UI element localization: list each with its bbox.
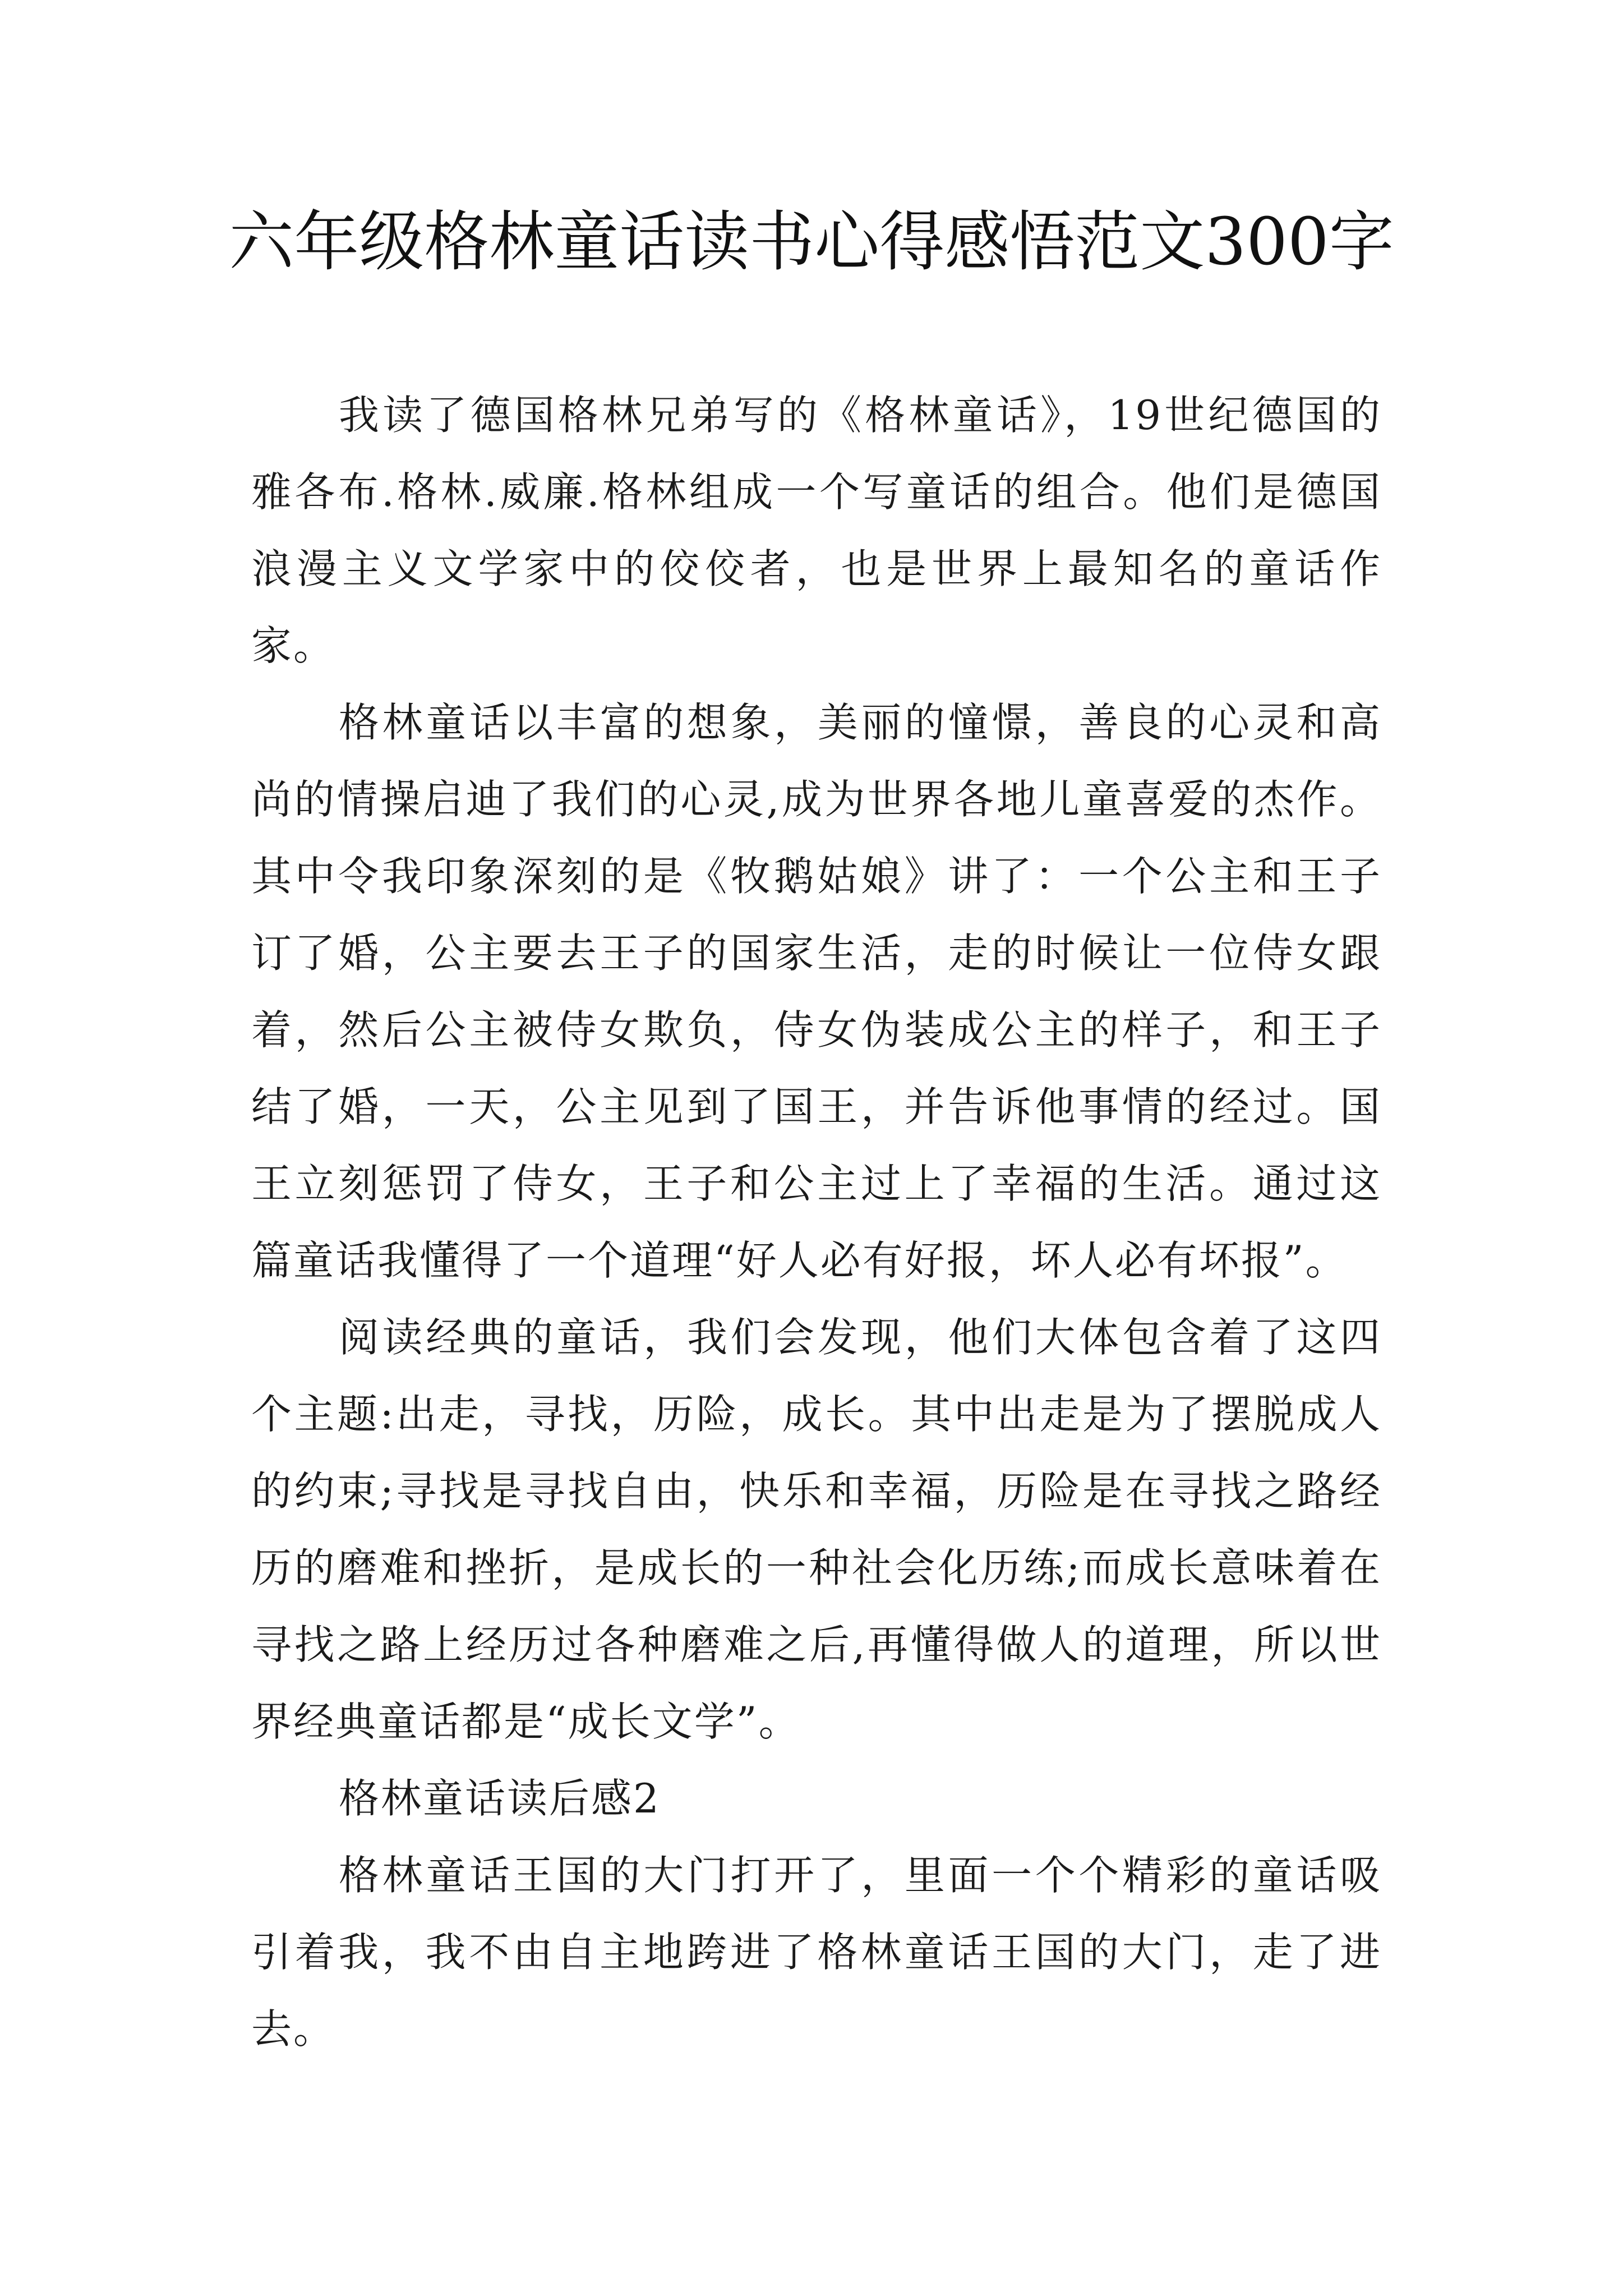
- document-body: [251, 377, 1382, 2068]
- paragraph-3: 阅读经典的童话，我们会发现，他们大体包含着了这四个主题:出走，寻找，历险，成长。其中出走是为了摆脱成人的约束;寻找是寻找自由，快乐和幸福，历险是在寻找之路经历的磨难和挫折，是成长的一种社会化历练;而成长意味着在寻找之路上经历过各种磨难之后,再懂得做人的道理，所以世界经典童话都是“成长文学”。: [251, 1314, 1382, 1745]
- document-title: 六年级格林童话读书心得感悟范文300字: [229, 204, 1394, 280]
- paragraph-2: 格林童话以丰富的想象，美丽的憧憬，善良的心灵和高尚的情操启迪了我们的心灵,成为世界各地儿童喜爱的杰作。其中令我印象深刻的是《牧鹅姑娘》讲了：一个公主和王子订了婚，公主要去王子的国家生活，走的时候让一位侍女跟着，然后公主被侍女欺负，侍女伪装成公主的样子，和王子结了婚，一天，公主见到了国王，并告诉他事情的经过。国王立刻惩罚了侍女，王子和公主过上了幸福的生活。通过这篇童话我懂得了一个道理“好人必有好报，坏人必有坏报”。: [251, 699, 1382, 1284]
- paragraph-1: 我读了德国格林兄弟写的《格林童话》，19世纪德国的雅各布.格林.威廉.格林组成一个写童话的组合。他们是德国浪漫主义文学家中的佼佼者，也是世界上最知名的童话作家。: [251, 392, 1382, 669]
- section-heading: 格林童话读后感2: [339, 1775, 661, 1822]
- paragraph-4: 格林童话王国的大门打开了，里面一个个精彩的童话吸引着我，我不由自主地跨进了格林童话王国的大门，走了进去。: [251, 1852, 1382, 2053]
